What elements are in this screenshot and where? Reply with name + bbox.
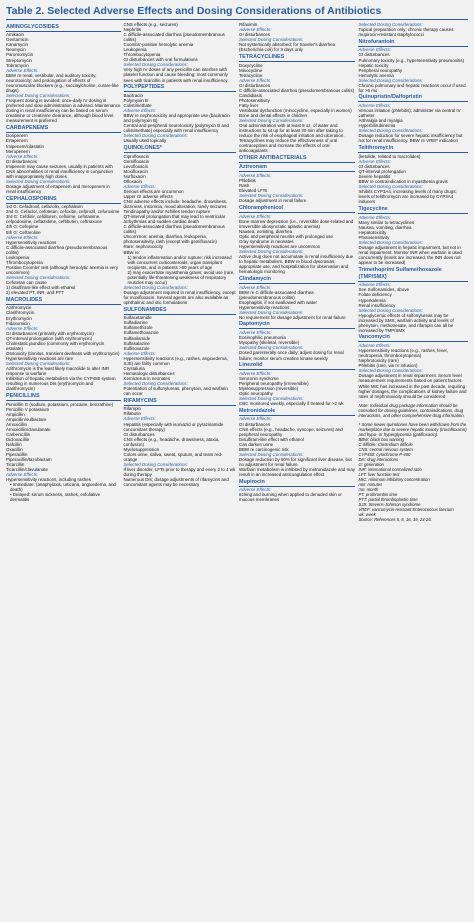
table-note: * Some newer quinolones have been withdrawn from the marketplace due to severe hepatic toxicity (trovafloxacin) and hypo- or hyperglycemia (gatifloxacin). (358, 421, 467, 437)
entry-line: Nephritis (123, 27, 142, 33)
abbreviation-line: wk: week (358, 511, 376, 517)
subheading: Adverse Effects: (239, 77, 272, 83)
entry-line: Dosage adjustment required in renal insufficiency, except for moxifloxacin. Several agents are also available as ophthalmic and otic formulations (123, 289, 236, 305)
entry-line: CNS adverse effects include: headache, drowsiness, dizziness, insomnia, mood alteration; rarely seizures (123, 199, 228, 210)
entry-line: Hypersensitivity reactions (6, 239, 57, 245)
entry-line: Doripenem (6, 133, 28, 139)
entry-line: Imipenem/cilastatin (6, 143, 44, 149)
subheading: Selected Dosing Considerations: (239, 118, 304, 124)
entry-line: Ticarcillin (6, 462, 25, 468)
entry-line: Numerous DIs; dosage adjustments of rifamycins and concomitant agents may be necessary (123, 477, 229, 488)
entry-line: Hyperbilirubinemia (358, 123, 396, 129)
entry-line: Azithromycin (6, 305, 32, 311)
section-heading: SULFONAMIDES (124, 307, 237, 315)
entry-line: Sulfadiazine (123, 320, 148, 326)
entry-line: Severe hepatitis (358, 174, 391, 180)
entry-line: Colistimethate (123, 102, 152, 108)
entry-line: Renal insufficiency (358, 302, 396, 308)
entry-line: Gentamicin (6, 37, 29, 43)
entry-line: No requirement for dosage adjustment for renal failure (239, 314, 346, 320)
column-2 (124, 22, 237, 522)
entry-line: Ototoxicity (tinnitus, transient deafness with erythromycin) (6, 350, 120, 356)
subheading: Selected Dosing Considerations: (358, 239, 423, 245)
entry-line: (ketolide, related to macrolides) (358, 153, 421, 159)
entry-line: Sulfasalazine (123, 340, 150, 346)
entry-line: Photosensitivity (358, 234, 390, 240)
subheading: Adverse Effects: (6, 472, 39, 478)
column-1 (6, 22, 121, 522)
section-heading: Mupirocin (239, 479, 355, 487)
section-heading: TETRACYCLINES (239, 54, 355, 62)
entry-line: Potentiation of sulfonylureas, phenytoin, and warfarin can occur (123, 385, 228, 397)
section-heading: Quinupristin/Dalfopristin (358, 94, 468, 102)
abbreviation-line: VREF: vancomycin-resistant Enterococcus faecium (358, 506, 454, 512)
entry-line: Itching and burning when applied to denuded skin or mucous membranes (239, 492, 342, 503)
entry-line: Rifampin (123, 406, 142, 412)
subheading: Adverse Effects: (6, 153, 39, 159)
section-heading: Chloramphenicol (239, 205, 355, 213)
entry-line: Rifabutin (123, 411, 142, 417)
entry-line: Dosage adjustment in renal impairment. Serum level measurement requirements based on patient factors. While MIC has increased in the past decade, requiring higher dosages, the complications of kidney failure and rates of nephrotoxicity should be considered (358, 373, 467, 399)
section-heading: Aztreonam (239, 164, 355, 172)
abbreviation-line: BBW: black box warning (358, 436, 404, 442)
section-heading: PENICILLINS (6, 393, 121, 401)
entry-line: BBW re C difficile-associated diarrhea (pseudomembranous colitis) (239, 289, 314, 300)
entry-line: If liver disorder, LFTs prior to therapy and every 2 to 4 wk during therapy (123, 466, 236, 477)
entry-line: BBW re nephrotoxicity and appropriate use (bacitracin and polymyxin B) (123, 113, 230, 124)
entry-line: Piperacillin (6, 452, 28, 457)
entry-line: GI disturbances (239, 421, 271, 427)
entry-line: Ticarcillin/clavulanate (6, 467, 49, 473)
subheading: Adverse Effects: (358, 282, 391, 288)
entry-line: Dosage reduction by 50% for significant liver disease, but no adjustment for renal failure (239, 456, 352, 467)
subheading: Adverse Effects: (239, 173, 272, 179)
entry-line: Kernicterus in neonates (123, 375, 171, 381)
entry-line: Bone marrow depression (i.e., reversible dose-related and irreversible idiosyncratic aplastic anemia) (239, 218, 354, 229)
entry-line: Doxycycline (239, 62, 263, 68)
entry-line: Sulfacetamide (123, 315, 152, 321)
entry-line: Imipenem may cause seizures, usually in patients with CNS abnormalities or renal insufficiency in conjunction with inappropriately high doses (6, 163, 113, 179)
entry-line: GI disturbances (primarily with erythromycin) (6, 330, 94, 336)
subheading: Selected Dosing Considerations: (123, 62, 188, 68)
entry-line: Arthralgia and myalgia (358, 118, 403, 124)
section-heading: QUINOLONES* (124, 145, 237, 153)
subheading: Adverse Effects: (123, 416, 156, 422)
entry-line: Paromomycin (6, 52, 34, 58)
entry-line: C difficile-associated diarrhea (pseudomembranous colitis) (239, 87, 355, 93)
section-heading: Tigecycline (358, 206, 468, 214)
entry-line: Minocycline (239, 67, 263, 73)
abbreviation-line: DIs: drug interactions (358, 456, 399, 462)
subheading: Adverse Effects: (239, 487, 272, 493)
subheading: Adverse Effects: (239, 213, 272, 219)
entry-line: Ciprofloxacin (123, 153, 150, 159)
entry-line: Peripheral neuropathy (irreversible) (239, 380, 309, 386)
section-heading: CEPHALOSPORINS (6, 196, 121, 204)
entry-line: Central and peripheral neurotoxicity (polymyxin B and colistimethate) especially with renal insufficiency (123, 123, 229, 134)
entry-line: Many similar to tetracyclines (358, 219, 415, 225)
entry-line: QT-interval prolongation (with erythromycin) (6, 335, 93, 341)
subheading: Selected Dosing Considerations: (6, 274, 71, 280)
entry-line: Hypersensitivity reactions, including rashes (6, 477, 91, 483)
entry-line: CNS effects (e.g., headache, drowsiness, ataxia, confusion) (123, 436, 220, 447)
entry-line: C difficile-associated diarrhea (pseudomembranous colitis) (123, 32, 225, 43)
abbreviation-line: LFT: liver function test (358, 471, 400, 477)
entry-line: Norfloxacin (123, 173, 146, 179)
section-heading: Telithromycin (358, 145, 468, 153)
entry-line: Hypersensitivity reactions (e.g., rashes, angioedema, SJS) are fairly common (123, 355, 228, 366)
entry-line: Hyperkalemia (358, 297, 386, 303)
entry-line: Streptomycin (6, 57, 32, 63)
entry-line: Pulmonary toxicity (e.g., hypersensitivity pneumonitis) (358, 57, 465, 63)
entry-line: Photosensitivity (239, 97, 270, 103)
abbreviation-line: PTT: partial thromboplastin time (358, 496, 418, 502)
entry-line: Esophagitis, if not swallowed with water (239, 299, 317, 305)
entry-line: 3rd G: Cefdinir, cefditoren, cefixime, cefotaxime, cefpodoxime, ceftazidime, ceftibuten, ceftriaxone (6, 214, 102, 225)
entry-line: BBW re contraindication in myasthenia gravis (358, 179, 448, 185)
entry-line: • Delayed: serum sickness, rashes, exfoliative dermatitis (10, 492, 101, 503)
entry-line: Peripheral neuropathy (358, 67, 403, 73)
subheading: Selected Dosing Considerations: (239, 193, 304, 199)
entry-line: GI disturbances (358, 52, 390, 58)
abbreviation-line: mo: month (358, 486, 379, 492)
section-heading: OTHER ANTIBACTERIALS (239, 155, 355, 163)
entry-line: Vestibular dysfunction (minocycline, especially in women) (239, 108, 352, 113)
section-heading: MACROLIDES (6, 297, 121, 305)
entry-line: Sulfisoxazole (123, 345, 150, 351)
entry-line: Cholestatic jaundice (commonly with erythromycin estolate) (6, 340, 105, 351)
section-heading: POLYPEPTIDES (124, 84, 237, 92)
subheading: Adverse Effects: (358, 103, 391, 109)
entry-line: Hypersensitivity reactions are rare (6, 355, 74, 361)
subheading: Adverse Effects: (123, 183, 156, 189)
entry-line: Erythromycin (6, 315, 32, 321)
subheading: Selected Dosing Considerations: (239, 309, 304, 315)
subheading: Selected Dosing Considerations: (358, 184, 423, 190)
entry-line: QT-interval prolongation that may lead to ventricular arrhythmias and sudden cardiac death (123, 214, 226, 225)
entry-line: Usually used topically (123, 138, 167, 144)
entry-line: Tetracycline (239, 72, 263, 78)
entry-line: CNS effects (e.g., seizures) (123, 22, 178, 27)
section-heading: Linezolid (239, 362, 355, 370)
entry-line: Ampicillin (6, 411, 25, 417)
subheading: Selected Dosing Considerations: (358, 22, 423, 27)
abbreviation-line: CNS: central nervous system (358, 446, 413, 452)
entry-line: 1st G: Cefadroxil, cefazolin, cephalexin (6, 204, 83, 210)
entry-line: Colors urine, saliva, sweat, sputum, and tears red-orange (123, 451, 223, 462)
entry-line: Myelosuppression (123, 446, 160, 452)
entry-line: 1) disulfiram-like effect with ethanol (6, 285, 76, 291)
entry-line: Gemifloxacin (123, 158, 150, 164)
subheading: Selected Dosing Considerations: (123, 133, 188, 139)
entry-line: BBW re carcinogenic risk (239, 446, 289, 452)
entry-line: Venous irritation (phlebitis); administer via central IV catheter (358, 108, 461, 119)
entry-line: Bacitracin (123, 92, 143, 98)
entry-line: Dosage adjustment of ertapenem and meropenem in renal insufficiency (6, 183, 110, 194)
subheading: Adverse Effects: (239, 416, 272, 422)
entry-line: Hypersensitivity reactions are uncommon (239, 244, 321, 250)
subheading: Adverse Effects: (239, 370, 272, 376)
entry-line: Not systemically absorbed; for traveler's diarrhea (Escherichia coli) for 3 days only (239, 42, 336, 53)
entry-line: Crystaluria (123, 365, 145, 371)
entry-line: Tobramycin (6, 62, 29, 68)
entry-line: CBC monitored weekly, especially if treated for >2 wk (239, 401, 344, 407)
subheading: Adverse Effects: (358, 47, 391, 53)
subheading: Selected Dosing Considerations: (239, 396, 304, 402)
entry-line: GI disturbances (123, 431, 155, 437)
abbreviation-line: min: minutes (358, 481, 383, 487)
entry-line: Very high IV doses of any penicillin can interfere with platelet function and cause bleeding; most commonly seen with ticarcillin in patients with renal insufficiency (123, 67, 228, 83)
subheading: Selected Dosing Considerations: (123, 380, 188, 386)
entry-line: Ertapenem (6, 138, 28, 144)
entry-line: Dicloxacillin (6, 436, 30, 442)
entry-line: Myopathy (skeletal, reversible) (239, 340, 300, 346)
subheading: Selected Dosing Considerations: (239, 249, 304, 255)
entry-line: Dosed parenterally once daily; adjust dosing for renal failure; monitor serum creatine kinase weekly (239, 350, 344, 361)
subheading: Selected Dosing Considerations: (6, 360, 71, 366)
entry-line: Disulfiram-like effect with ethanol (239, 436, 304, 442)
entry-line: 2) may exacerbate myasthenia gravis; avoid use (rare, potentially life-threatening weakness of respiratory muscles may occur) (127, 269, 235, 285)
entry-line: GI disturbances with oral formulations (123, 57, 198, 63)
subheading: Adverse Effects: (6, 325, 39, 331)
entry-line: Active drug does not accumulate in renal insufficiency due to hepatic metabolism. BBW re blood dyscrasias; appropriate use, and hospitalization for observation and hematologic monitoring (239, 254, 354, 275)
subheading: Selected Dosing Considerations: (358, 307, 423, 313)
entry-line: Inhibition of hepatic metabolism via the CYP450 system resulting in numerous DIs (erythromycin and clarithromycin) (6, 376, 116, 392)
entry-line: Dosage reduction for severe hepatic insufficiency but not for renal insufficiency. BBW re VREF indication (358, 133, 463, 144)
subheading: Adverse Effects: (239, 330, 272, 336)
entry-line: Chronic pulmonary and hepatic reactions occur if used for >6 mo (358, 82, 466, 93)
entry-line: Optic neuropathy (239, 391, 273, 397)
entry-line: Kanamycin (6, 42, 28, 48)
entry-line: C difficile-associated diarrhea (pseudomembranous colitis) (123, 224, 225, 235)
entry-line: Leukopenia (6, 254, 29, 260)
subheading: Adverse Effects: (6, 67, 39, 73)
entry-line: Hepatic toxicity (358, 62, 389, 68)
entry-line: 5th G: Ceftaroline (6, 229, 41, 235)
subheading: Selected Dosing Considerations: (239, 451, 304, 457)
abbreviation-line: Source: References 5, 8, 16, 19, 24-26. (358, 516, 432, 522)
entry-line: Serious effects are uncommon (123, 188, 184, 194)
entry-line: GI disturbances (358, 163, 390, 169)
entry-line: Nausea, vomiting, diarrhea (239, 228, 293, 234)
entry-line: Levofloxacin (123, 163, 149, 169)
entry-line: 2nd G: Cefaclor, cefotetan, cefoxitin, cefprozil, cefuroxime (6, 209, 120, 215)
entry-line: Azithromycin is the least likely macrolide to alter INR response to warfarin (6, 366, 110, 377)
subheading: Adverse Effects: (358, 158, 391, 164)
entry-line: Myelosuppression (reversible) (239, 386, 299, 391)
entry-line: Fidaxomicin (6, 320, 30, 326)
subheading: Selected Dosing Considerations: (358, 77, 423, 83)
subheading: Adverse Effects: (358, 214, 391, 220)
entry-line: Eosinophilic pneumonia (239, 335, 286, 341)
subheading: Adverse Effects: (123, 108, 156, 113)
entry-line: See Sulfonamides, above (358, 287, 410, 293)
entry-line: Phlebitis (rare, via IV infusion) (358, 363, 418, 369)
abbreviation-line: G: generation (358, 461, 384, 467)
entry-line: Positive Coombs' test (although hemolytic anemia is very uncommon) (6, 264, 119, 275)
entry-line: Piperacillin/tazobactam (6, 457, 52, 463)
entry-line: Nafcillin (6, 441, 22, 447)
section-heading: RIFAMYCINS (124, 398, 237, 406)
entry-line: Dosage adjustment in renal failure (239, 198, 307, 204)
entry-line: Amoxicillin (6, 421, 27, 427)
entry-line: Optic and peripheral neuritis with prolonged use (239, 233, 333, 239)
entry-line: Phlebitis (239, 178, 256, 184)
subheading: Selected Dosing Considerations: (239, 345, 304, 351)
subheading: Adverse Effects: (123, 350, 156, 356)
table-columns (6, 22, 468, 522)
entry-line: BBW re: (123, 249, 141, 255)
entry-line: Inhibits CYP3A4, increasing levels of many drugs; levels of telithromycin are increased by CYP3A4 inducers (358, 189, 457, 205)
entry-line: Penicillin G (sodium, potassium, procaine, benzathine) (6, 401, 114, 407)
entry-line: Tendinopathy and/or Achilles tendon rupture (123, 209, 211, 215)
entry-line: Topical preparation only; chronic therapy causes mupirocin-resistant staphylococci (358, 27, 454, 38)
entry-line: Hypersensitivity reactions (e.g., rashes, fever, neutropenia, thrombocytopenia) (358, 348, 449, 359)
entry-line: GI disturbances (239, 82, 271, 88)
section-heading: Daptomycin (239, 321, 355, 329)
abbreviation-line: SJS: Stevens-Johnson syndrome (358, 501, 421, 507)
entry-line: Elevated LFTs (239, 188, 268, 194)
column-4 (358, 22, 468, 522)
entry-line: Hypoglycemic effects of sulfonylureas may be increased by SMX; warfarin activity and levels of phenytoin, methotrexate, and rifampin can all be increased by TMP/SMX (358, 312, 454, 333)
section-heading: Metronidazole (239, 408, 355, 416)
entry-line: Hematologic disturbances (123, 370, 175, 376)
entry-line: Thrombocytopenia (123, 52, 161, 58)
abbreviation-line: MIC: minimum inhibitory concentration (358, 476, 430, 482)
entry-line: Hepatitis (especially with isoniazid or pyrazinamide concomitant therapy) (123, 421, 224, 432)
entry-line: Gray syndrome in neonates (239, 239, 294, 245)
subheading: Adverse Effects: (239, 27, 272, 33)
section-heading: Nitrofurantoin (358, 39, 468, 47)
entry-line: Ofloxacin (123, 178, 142, 184)
abbreviation-line: INR: international normalized ratio (358, 466, 422, 472)
entry-line: Clarithromycin (6, 310, 35, 316)
entry-line: Hepatotoxicity (358, 229, 387, 235)
entry-line: Can darken urine (239, 441, 274, 447)
entry-line: 2) elevated PT, INR, and PTT (6, 290, 64, 296)
section-heading: Trimethoprim/ Sulfamethoxazole (TMP/SMX) (358, 267, 468, 282)
column-3 (239, 22, 355, 522)
entry-line: Amoxicillin/clavulanate (6, 426, 51, 432)
abbreviation-line: CYP450: cytochrome P-450 (358, 451, 411, 457)
entry-line: Rifaximin (239, 22, 258, 27)
entry-line: Hemolytic anemia (358, 72, 394, 78)
subheading: Adverse Effects: (6, 234, 39, 240)
subheading: Selected Dosing Considerations: (123, 461, 188, 467)
section-heading: AMINOGLYCOSIDES (6, 24, 121, 32)
entry-line: Thrombocytopenia (6, 259, 43, 265)
entry-line: GI disturbances (239, 32, 271, 38)
subheading: Selected Dosing Considerations: (358, 368, 423, 374)
section-heading: CARBAPENEMS (6, 125, 121, 133)
subheading: Selected Dosing Considerations: (6, 178, 71, 184)
entry-line: C difficile-associated diarrhea (pseudomembranous colitis) (6, 244, 108, 255)
entry-line: Neomycin (6, 47, 26, 53)
entry-line: Meropenem (6, 148, 30, 154)
entry-line: Sulfanilamide (123, 335, 151, 341)
entry-line: Polymyxin B (123, 97, 148, 103)
entry-line: QT-interval prolongation (358, 168, 406, 174)
entry-line: Hypersensitivity reactions (239, 304, 290, 310)
entry-line: Dosage adjustment in hepatic impairment, but not in renal impairment. Monitor INR when warfarin is used concurrently (levels are increased, the INR does not appear to be increased) (358, 244, 462, 266)
entry-line: Upper GI adverse effects (123, 194, 173, 199)
subheading: Selected Dosing Considerations: (123, 284, 188, 290)
subheading: Adverse Effects: (239, 284, 272, 290)
entry-line: • Immediate: (anaphylaxis, urticaria, angioedema, and death) (10, 482, 116, 493)
entry-line: Penicillin V potassium (6, 406, 50, 412)
entry-line: Serotonin syndrome (239, 375, 279, 381)
entry-line: 4th G: Cefepime (6, 224, 39, 230)
entry-line: Cefotetan can cause (6, 280, 47, 285)
entry-line: Bone and dental effects in children (239, 113, 308, 119)
entry-line: Sulfamethoxazole (123, 330, 159, 336)
entry-line: Fatty liver (239, 102, 259, 108)
entry-line: Nausea, vomiting, diarrhea (358, 224, 412, 230)
table-note: Note: Individual drug package information should be consulted for dosing guidelines, contraindications, drug interactions, and other comprehensive drug information. (358, 402, 465, 418)
entry-line: Leukopenia (123, 47, 147, 53)
section-heading: Vancomycin (358, 334, 468, 342)
subheading: Adverse Effects: (358, 343, 391, 349)
entry-line: Warfarin metabolism is inhibited by metronidazole and may result in an increased anticoagulation effect (239, 466, 356, 477)
entry-line: Amikacin (6, 32, 25, 38)
subheading: Selected Dosing Considerations: (358, 128, 423, 134)
entry-line: GI disturbances (6, 158, 38, 164)
entry-line: Oral administration with at least 8 oz. of water and instructions to sit up for at least 30 min after taking to reduce the risk of esophageal irritation and ulceration. Tetracyclines may reduce the effectiveness of oral contraceptives and increase the effects of oral anticoagulants (239, 123, 345, 154)
entry-line: 1) tendon inflammation and/or rupture; risk increased with concurrent corticosteroids, organ transplant recipients, and in patients >60 years of age (127, 254, 232, 270)
abbreviation-line: C difficile: Clostridium difficile (358, 441, 413, 447)
entry-line: Oxacillin (6, 446, 23, 452)
section-heading: Clindamycin (239, 276, 355, 284)
entry-line: Sulfamethizole (123, 325, 153, 331)
entry-line: Coombs'-positive hemolytic anemia (123, 42, 194, 48)
entry-line: Folate deficiency (358, 292, 392, 298)
entry-line: BBW re renal, vestibular, and auditory toxicity; neurotoxicity; and prolongation of effects of neuromuscular blockers (e.g., succinylcholine, curare-like drugs) (6, 72, 119, 93)
entry-line: Frequent dosing is avoided; once-daily IV dosing is preferred and slow administration is advised. Maintenance dosing in renal insufficiency can be based on serum creatinine or creatinine clearance, although blood level measurement is preferred (6, 97, 121, 124)
subheading: Selected Dosing Considerations: (6, 92, 71, 98)
entry-line: Candidiasis (239, 92, 262, 98)
entry-line: Moxifloxacin (123, 168, 148, 174)
entry-line: Rare: nephrotoxicity (123, 244, 163, 250)
entry-line: Carbenicillin (6, 431, 31, 437)
entry-line: Ampicillin/sulbactam (6, 416, 47, 422)
entry-line: CNS effects (e.g., headache, syncope, seizures) and peripheral neuropathy (239, 426, 343, 437)
abbreviation-line: PT: prothrombin time (358, 491, 398, 497)
entry-line: Uncommon: anemia, diarrhea, leukopenia, photosensitivity, rash (except with gemifloxacin) (123, 234, 217, 245)
subheading: Selected Dosing Considerations: (239, 37, 304, 43)
entry-line: Nephrotoxicity (rare) (358, 358, 399, 364)
table-title: Table 2. Selected Adverse Effects and Dosing Considerations of Antibiotics (6, 4, 468, 20)
entry-line: Rash (239, 183, 250, 189)
